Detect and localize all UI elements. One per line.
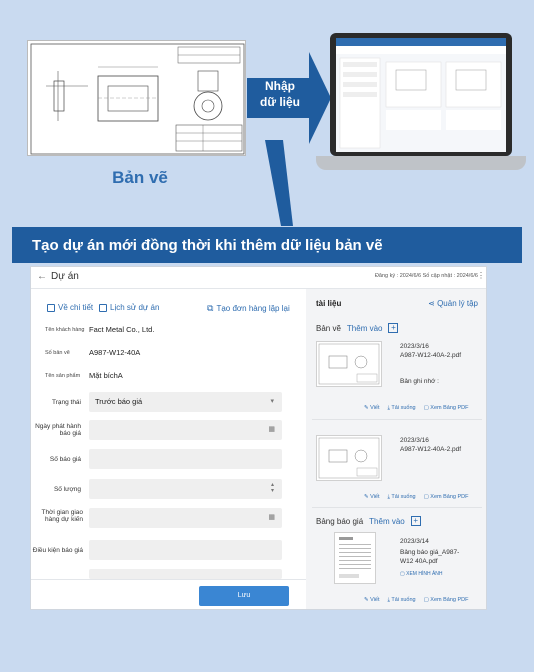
- quantity-label: Số lượng: [53, 486, 81, 493]
- file-name: A987-W12-40A-2.pdf: [400, 446, 462, 453]
- arrow-label-line2: dữ liệu: [259, 95, 301, 109]
- repeat-order-label: Tạo đơn hàng lặp lại: [216, 304, 290, 313]
- banner-text: Tạo dự án mới đồng thời khi thêm dữ liệu bản vẽ: [32, 237, 383, 254]
- drawing-thumbnail[interactable]: [316, 435, 382, 481]
- file-memo: Bản ghi nhớ :: [400, 378, 439, 385]
- app-header: [31, 267, 487, 289]
- plus-icon[interactable]: +: [411, 516, 421, 526]
- laptop-base: [316, 156, 526, 170]
- terms-input[interactable]: [89, 540, 282, 560]
- drawing-no-value: A987-W12-40A: [89, 348, 141, 357]
- quote-add-link[interactable]: Thêm vào: [369, 516, 405, 526]
- view-pdf-action[interactable]: ▢ Xem Bảng PDF: [423, 494, 469, 500]
- quote-section-header: [316, 516, 421, 526]
- chevron-down-icon: ▾: [270, 398, 274, 405]
- issue-date-input[interactable]: [89, 420, 282, 440]
- file-date: 2023/3/16: [400, 343, 429, 350]
- edit-action[interactable]: ✎ Viết: [364, 597, 380, 603]
- project-form: [31, 289, 306, 610]
- view-image-label: XEM HÌNH ẢNH: [406, 571, 443, 577]
- quote-thumbnail[interactable]: [334, 532, 376, 584]
- quantity-stepper[interactable]: [89, 479, 282, 499]
- back-label: Dự án: [51, 271, 79, 282]
- edit-label: Viết: [370, 494, 380, 500]
- project-app-window: [30, 266, 487, 610]
- copy-icon: ⧉: [207, 303, 214, 313]
- quote-no-input[interactable]: [89, 449, 282, 469]
- down-arrow-graphic: [265, 140, 293, 226]
- download-action[interactable]: ⤓ Tải xuống: [387, 405, 416, 411]
- next-field[interactable]: [89, 569, 282, 579]
- issue-date-label: Ngày phát hành báo giá: [35, 423, 81, 437]
- quote-name-line2: W12 40A.pdf: [400, 558, 438, 565]
- file-actions: [364, 494, 469, 501]
- technical-drawing-image: [27, 40, 246, 156]
- delivery-date-input[interactable]: [89, 508, 282, 528]
- documents-panel: [306, 289, 487, 610]
- drawing-thumbnail[interactable]: [316, 341, 382, 387]
- view-pdf-label: Xem Bảng PDF: [430, 597, 469, 603]
- register-info: Đăng ký : 2024/6/6 Số cập nhật : 2024/6/6: [374, 273, 478, 279]
- manage-set-link[interactable]: [428, 299, 478, 308]
- download-action[interactable]: ⤓ Tải xuống: [387, 597, 416, 603]
- quote-section-title: Bảng báo giá: [316, 516, 364, 526]
- calendar-icon: ▦: [268, 514, 275, 521]
- manage-label: Quản lý tập: [437, 299, 478, 308]
- customer-value: Fact Metal Co., Ltd.: [89, 325, 155, 334]
- view-pdf-action[interactable]: ▢ Xem Bảng PDF: [423, 405, 469, 411]
- history-link[interactable]: [99, 303, 159, 312]
- drawing-no-label: Số bản vẽ: [45, 350, 70, 356]
- edit-label: Viết: [370, 597, 380, 603]
- divider: [312, 419, 482, 420]
- calendar-icon: ▦: [268, 426, 275, 433]
- drawing-section-header: [316, 323, 398, 333]
- laptop-screen-content: [336, 38, 506, 152]
- history-link-label: Lịch sử dự án: [110, 303, 160, 312]
- back-button[interactable]: [37, 271, 79, 282]
- file-date: 2023/3/16: [400, 437, 429, 444]
- save-button[interactable]: Lưu: [199, 586, 289, 606]
- quote-date: 2023/3/14: [400, 538, 429, 545]
- import-arrow-label: [247, 78, 313, 110]
- product-value: Mặt bíchA: [89, 371, 123, 380]
- edit-icon: [99, 304, 107, 312]
- plus-icon[interactable]: +: [388, 323, 398, 333]
- stepper-icon: ▴ ▾: [270, 482, 274, 494]
- download-label: Tải xuống: [391, 494, 416, 500]
- view-image-link[interactable]: [400, 571, 443, 577]
- share-icon: ⋖: [428, 299, 435, 308]
- product-label: Tên sản phẩm: [45, 373, 81, 379]
- delivery-label: Thời gian giao hàng dự kiến: [41, 509, 83, 523]
- documents-title: tài liệu: [316, 299, 342, 308]
- status-label: Trạng thái: [51, 399, 81, 406]
- download-action[interactable]: ⤓ Tải xuống: [387, 494, 416, 500]
- drawing-add-link[interactable]: Thêm vào: [346, 323, 383, 333]
- file-name: A987-W12-40A-2.pdf: [400, 352, 462, 359]
- edit-icon: [47, 304, 55, 312]
- arrow-label-line1: Nhập: [265, 79, 295, 93]
- status-select[interactable]: [89, 392, 282, 412]
- quote-actions: [364, 597, 469, 604]
- quote-name-line1: Bảng báo giá_A987-: [400, 549, 460, 556]
- arrow-left-icon: ←: [37, 271, 47, 282]
- image-icon: ▢: [400, 571, 405, 577]
- edit-action[interactable]: ✎ Viết: [364, 494, 380, 500]
- file-actions: [364, 405, 469, 412]
- edit-action[interactable]: ✎ Viết: [364, 405, 380, 411]
- status-value: Trước báo giá: [95, 397, 143, 406]
- edit-label: Viết: [370, 405, 380, 411]
- customer-label: Tên khách hàng: [45, 327, 85, 333]
- download-label: Tải xuống: [391, 597, 416, 603]
- view-pdf-label: Xem Bảng PDF: [430, 494, 469, 500]
- terms-label: Điều kiện báo giá: [32, 547, 83, 554]
- view-pdf-action[interactable]: ▢ Xem Bảng PDF: [423, 597, 469, 603]
- divider: [312, 507, 482, 508]
- repeat-order-link[interactable]: [207, 303, 290, 314]
- drawing-section-title: Bản vẽ: [316, 323, 341, 333]
- drawing-caption: Bản vẽ: [112, 168, 168, 187]
- view-pdf-label: Xem Bảng PDF: [430, 405, 469, 411]
- detail-link-label: Về chi tiết: [58, 303, 94, 312]
- quote-no-label: Số báo giá: [49, 456, 81, 463]
- download-label: Tải xuống: [391, 405, 416, 411]
- more-icon[interactable]: ⋮: [477, 271, 485, 280]
- detail-link[interactable]: [47, 303, 93, 312]
